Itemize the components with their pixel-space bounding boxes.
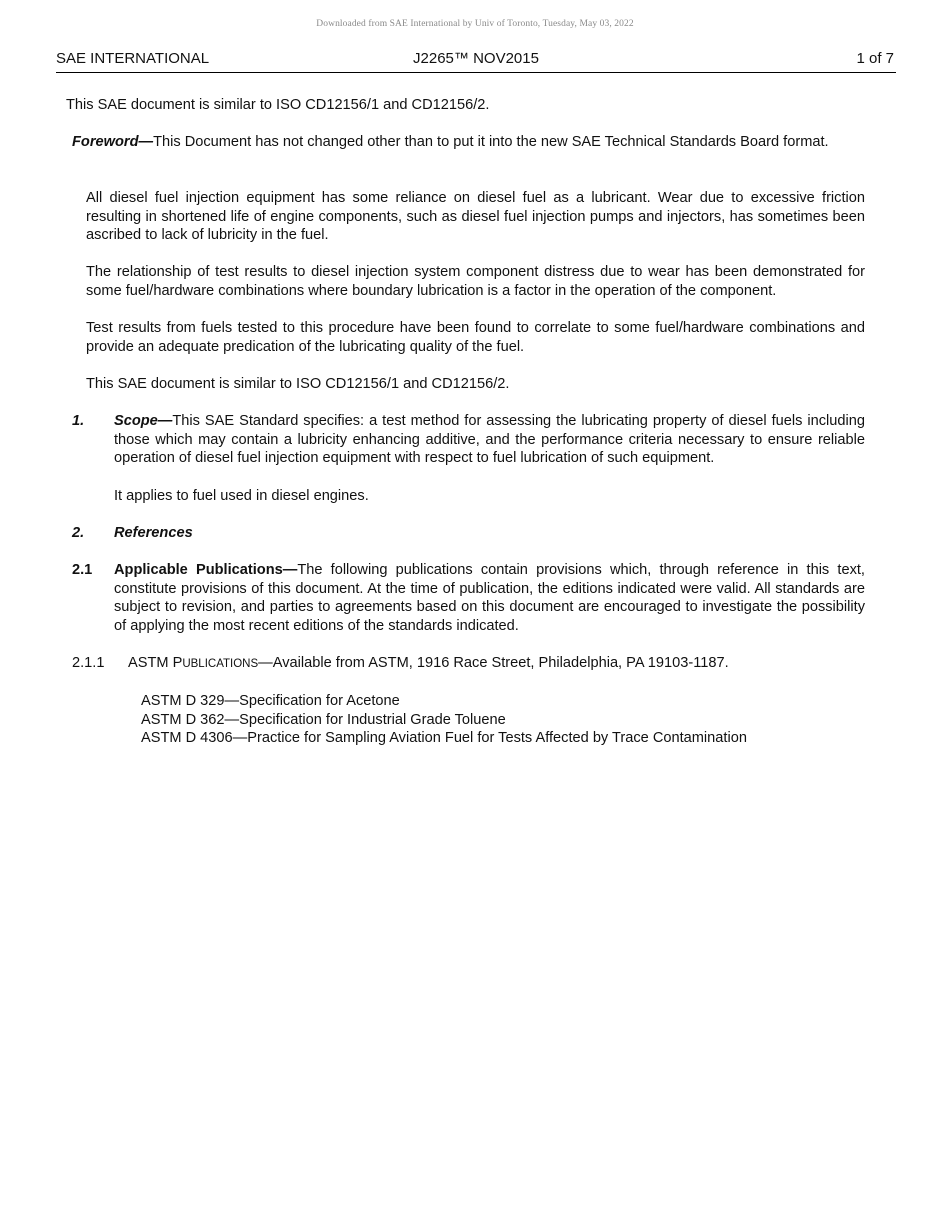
section-2-1-1-label-smallcaps: UBLICATIONS xyxy=(182,658,259,670)
section-1-number: 1. xyxy=(72,413,85,429)
section-2-1-1-number: 2.1.1 xyxy=(72,655,105,671)
section-2-label: References xyxy=(114,525,193,541)
header-page-number: 1 of 7 xyxy=(856,50,894,67)
section-2-1-1-label-initial: ASTM P xyxy=(128,655,183,671)
intro-paragraph: This SAE document is similar to ISO CD12156/1 and CD12156/2. xyxy=(66,97,490,113)
section-2-number: 2. xyxy=(72,525,85,541)
section-1-body xyxy=(114,412,865,468)
foreword-paragraph-5: This SAE document is similar to ISO CD12156/1 and CD12156/2. xyxy=(86,376,510,392)
astm-reference-list xyxy=(141,692,865,748)
section-2-1-1 xyxy=(72,654,865,674)
header-org: SAE INTERNATIONAL xyxy=(56,50,210,67)
section-2-1-text: The following publications contain provisions which, through reference in this text, constitute provisions of this document. At the time of publication, the editions indicated were valid. All standards are subject to revision, and parties to agreements based on this document are encouraged to investigate the possibility of applying the most recent editions of the standards indicated. xyxy=(114,562,865,634)
section-2-1-1-text: —Available from ASTM, 1916 Race Street, Philadelphia, PA 19103-1187. xyxy=(258,655,729,671)
download-watermark: Downloaded from SAE International by Univ of Toronto, Tuesday, May 03, 2022 xyxy=(316,19,634,29)
page-header xyxy=(56,50,896,73)
foreword-paragraph-3: The relationship of test results to diesel injection system component distress due to wear has been demonstrated for some fuel/hardware combinations where boundary lubrication is a factor in the operation of the component. xyxy=(86,264,865,299)
section-1-note: It applies to fuel used in diesel engines. xyxy=(114,488,369,504)
header-doc-id: J2265™ NOV2015 xyxy=(413,50,539,67)
list-item: ASTM D 329—Specification for Acetone xyxy=(141,693,400,709)
section-2-1-body xyxy=(114,561,865,635)
foreword-text: This Document has not changed other than to put it into the new SAE Technical Standards Board format. xyxy=(153,134,829,150)
section-2-1-number: 2.1 xyxy=(72,562,93,578)
section-2-heading xyxy=(72,524,865,543)
foreword-label: Foreword— xyxy=(72,134,154,150)
section-2-1-1-body xyxy=(128,654,865,674)
section-2-1-label: Applicable Publications— xyxy=(114,562,298,578)
section-2-1 xyxy=(72,561,865,635)
list-item: ASTM D 362—Specification for Industrial Grade Toluene xyxy=(141,711,506,728)
foreword-paragraph-4: Test results from fuels tested to this procedure have been found to correlate to some fuel/hardware combinations and provide an adequate predication of the lubricating quality of the fuel. xyxy=(86,320,865,355)
list-item: ASTM D 4306—Practice for Sampling Aviation Fuel for Tests Affected by Trace Contamination xyxy=(141,730,747,747)
foreword-paragraph-2: All diesel fuel injection equipment has some reliance on diesel fuel as a lubricant. Wear due to excessive friction resulting in shortened life of engine components, such as diesel fuel injection pumps and injectors, has sometimes been ascribed to lack of lubricity in the fuel. xyxy=(86,190,865,244)
section-1-text: This SAE Standard specifies: a test method for assessing the lubricating property of diesel fuels including those which may contain a lubricity enhancing additive, and the performance criteria necessary to ensure reliable operation of diesel fuel injection equipment with respect to fuel lubrication of such equipment. xyxy=(114,413,865,467)
section-1-scope xyxy=(72,412,865,468)
section-1-label: Scope— xyxy=(114,413,173,429)
foreword-paragraph xyxy=(72,133,865,152)
